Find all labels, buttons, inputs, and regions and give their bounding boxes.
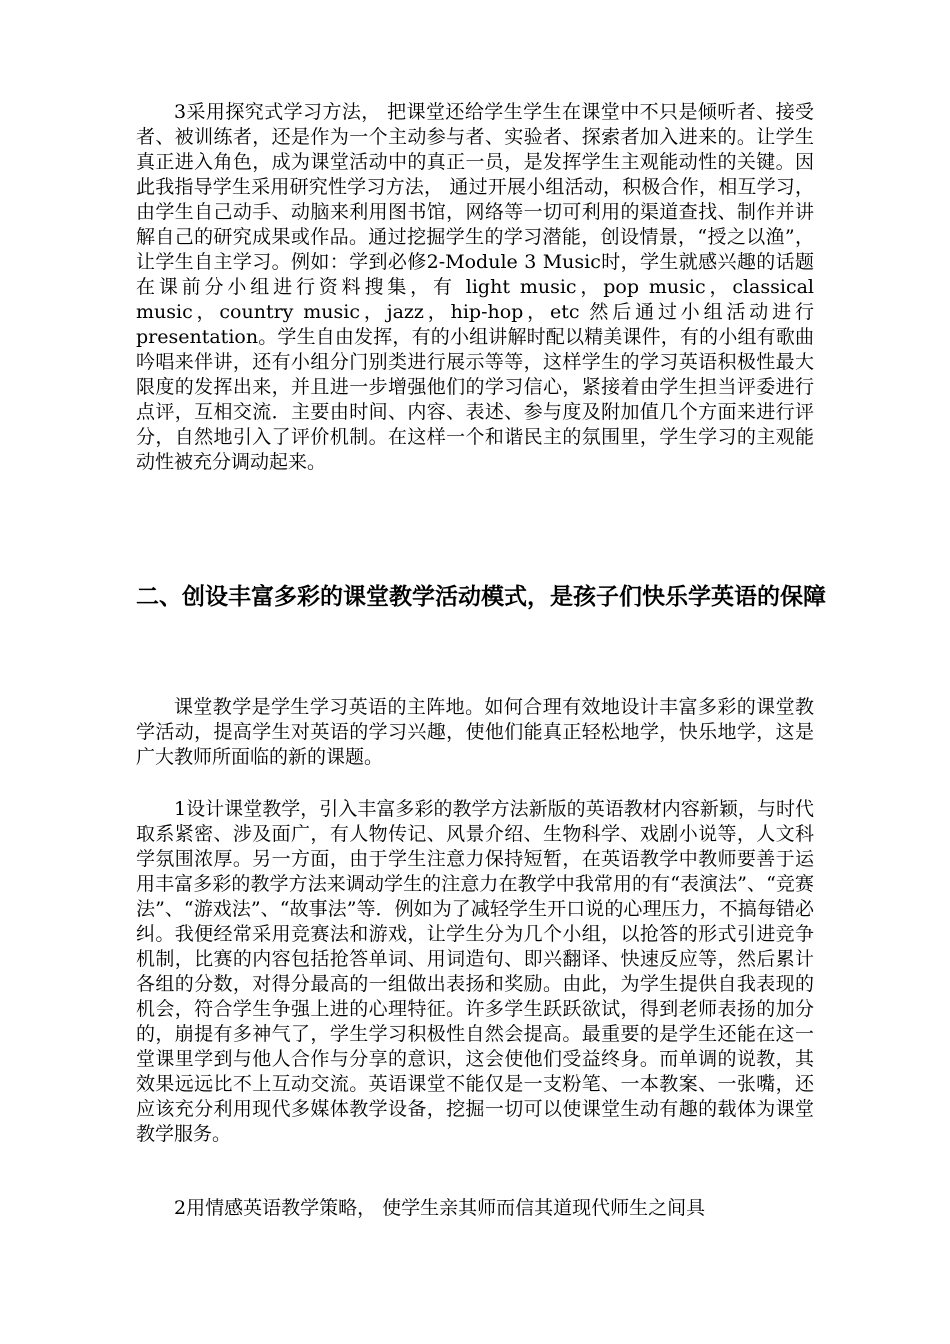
section-heading: 二、创设丰富多彩的课堂教学活动模式，是孩子们快乐学英语的保障	[136, 584, 826, 610]
paragraph-teaching-methods: 1设计课堂教学，引入丰富多彩的教学方法新版的英语教材内容新颖，与时代取系紧密、涉及面广，有人物传记、风景介绍、生物科学、戏剧小说等，人文科学氛围浓厚。另一方面，由于学生注意力保持短暂，在英语教学中教师要善于运用丰富多彩的教学方法来调动学生的注意力在教学中我常用的有“表演法”、“竞赛法”、“游戏法”、“故事法”等．例如为了减轻学生开口说的心理压力，不搞每错必纠。我便经常采用竞赛法和游戏，让学生分为几个小组，以抢答的形式引进竞争机制，比赛的内容包括抢答单词、用词造句、即兴翻译、快速反应等，然后累计各组的分数，对得分最高的一组做出表扬和奖励。由此，为学生提供自我表现的机会，符合学生争强上进的心理特征。许多学生跃跃欲试，得到老师表扬的加分的，崩提有多神气了，学生学习积极性自然会提高。最重要的是学生还能在这一堂课里学到与他人合作与分享的意识，这会使他们受益终身。而单调的说教，其效果远远比不上互动交流。英语课堂不能仅是一支粉笔、一本教案、一张嘴，还应该充分利用现代多媒体教学设备，挖掘一切可以使课堂生动有趣的载体为课堂教学服务。	[136, 798, 814, 1145]
paragraph-inquiry-learning: 3采用探究式学习方法， 把课堂还给学生学生在课堂中不只是倾听者、接受者、被训练者，还是作为一个主动参与者、实验者、探索者加入进来的。让学生真正进入角色，成为课堂活动中的真正一员，是发挥学生主观能动性的关键。因此我指导学生采用研究性学习方法， 通过开展小组活动，积极合作，相互学习，由学生自己动手、动脑来利用图书馆，网络等一切可利用的渠道查找、制作并讲解自己的研究成果或作品。通过挖掘学生的学习潜能，创设情景，“授之以渔”，让学生自主学习。例如：学到必修2-Module 3 Music时，学生就感兴趣的话题在课前分小组进行资料搜集，有 light music，pop music，classical music，country music，jazz，hip-hop，etc 然后通过小组活动进行presentation。学生自由发挥，有的小组讲解时配以精美课件，有的小组有歌曲吟唱来伴讲，还有小组分门别类进行展示等等，这样学生的学习英语积极性最大限度的发挥出来，并且进一步增强他们的学习信心，紧接着由学生担当评委进行点评，互相交流．主要由时间、内容、表述、参与度及附加值几个方面来进行评分，自然地引入了评价机制。在这样一个和谐民主的氛围里，学生学习的主观能动性被充分调动起来。	[136, 101, 814, 473]
paragraph-classroom-intro: 课堂教学是学生学习英语的主阵地。如何合理有效地设计丰富多彩的课堂教学活动，提高学生对英语的学习兴趣，使他们能真正轻松地学，快乐地学，这是广大教师所面临的新的课题。	[136, 696, 814, 768]
paragraph-emotional-strategy: 2用情感英语教学策略， 使学生亲其师而信其道现代师生之间具	[174, 1197, 706, 1219]
